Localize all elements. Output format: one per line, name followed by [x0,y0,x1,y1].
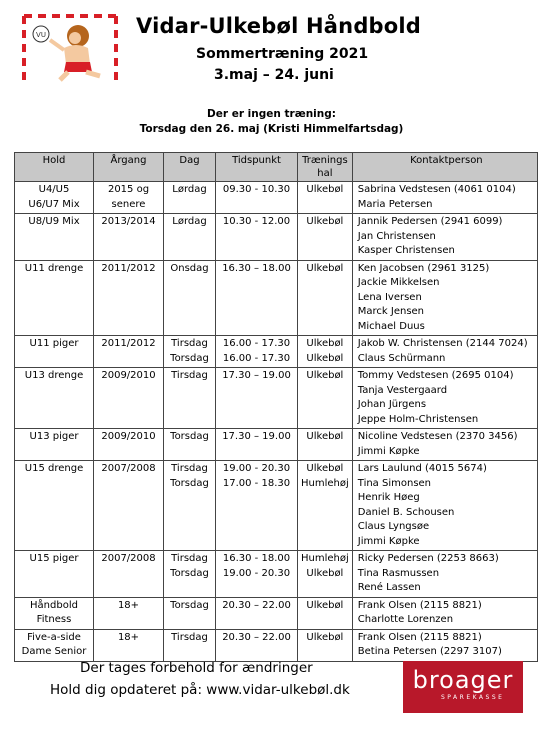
table-row [15,182,538,214]
cell-dag-line: Tirsdag [171,631,208,643]
cell-argang-line: 2009/2010 [101,370,156,381]
cell-hold-line: U15 piger [29,553,79,564]
cell-kontaktperson [352,182,537,214]
header-traeningshal [298,153,353,182]
cell-hold [15,336,94,368]
cell-traeningshal-line: Ulkebøl [306,216,344,227]
cell-tidspunkt-line: 16.00 - 17.30 [222,352,291,364]
cell-tidspunkt-line: 10.30 - 12.00 [222,216,291,227]
cell-tidspunkt-line: 16.30 - 18.00 [222,553,291,564]
cell-argang [94,260,164,336]
cell-hold-line: U13 piger [29,431,79,442]
cell-kontaktperson-line: Jimmi Køpke [357,445,420,457]
cell-kontaktperson [352,597,537,629]
cell-kontaktperson-line: Jimmi Køpke [357,535,420,547]
cell-tidspunkt [216,368,298,429]
cell-kontaktperson-line: Henrik Høeg [357,492,420,503]
cell-dag-line: Onsdag [170,262,209,274]
date-range: 3.maj – 24. juni [214,67,334,83]
sponsor-sub: SPAREKASSE [441,694,505,701]
cell-argang [94,182,164,214]
cell-dag-line: Tirsdag [171,370,208,381]
cell-dag-line: Lørdag [172,216,207,227]
header-dag: Dag [164,153,216,182]
header-hal-line2: hal [317,168,333,179]
cell-kontaktperson-line: Nicoline Vedstesen (2370 3456) [357,431,518,442]
cell-traeningshal [298,260,353,336]
cell-hold [15,368,94,429]
cell-kontaktperson-line: Marck Jensen [357,306,425,317]
table-row [15,629,538,661]
cell-kontaktperson-line: Jannik Pedersen (2941 6099) [357,216,503,227]
cell-hold [15,597,94,629]
logo-ball-text: VU [36,31,46,39]
cell-kontaktperson-line: Claus Schürmann [357,352,446,364]
cell-dag [164,597,216,629]
cell-argang [94,551,164,598]
cell-tidspunkt [216,214,298,261]
table-header-row [15,153,538,182]
cell-dag-line: Tirsdag [171,463,208,474]
cell-argang [94,214,164,261]
cell-kontaktperson [352,429,537,461]
cell-kontaktperson-line: Betina Petersen (2297 3107) [357,646,502,657]
cell-kontaktperson [352,214,537,261]
cell-dag-line: Torsdag [170,567,209,579]
cell-tidspunkt [216,429,298,461]
cell-tidspunkt [216,551,298,598]
cell-tidspunkt-line: 16.30 – 18.00 [222,262,291,274]
cell-kontaktperson [352,461,537,551]
cell-argang-line: senere [111,198,146,210]
cell-traeningshal [298,551,353,598]
cell-dag-line: Lørdag [172,184,207,195]
cell-kontaktperson-line: Daniel B. Schousen [357,506,455,518]
cell-traeningshal-line: Ulkebøl [306,463,344,474]
table-row [15,336,538,368]
cell-kontaktperson-line: Tommy Vedstesen (2695 0104) [357,370,514,381]
header-hold: Hold [15,153,94,182]
cell-kontaktperson-line: Frank Olsen (2115 8821) [357,631,482,643]
cell-tidspunkt [216,336,298,368]
cell-hold [15,551,94,598]
cell-kontaktperson-line: Ricky Pedersen (2253 8663) [357,553,499,564]
cell-argang-line: 18+ [117,599,140,611]
cell-kontaktperson-line: Tanja Vestergaard [357,384,448,396]
cell-traeningshal-line: Ulkebøl [306,631,344,643]
cell-kontaktperson [352,336,537,368]
cell-argang [94,461,164,551]
cell-traeningshal [298,214,353,261]
cell-dag [164,461,216,551]
cell-argang [94,336,164,368]
cell-hold [15,429,94,461]
cell-traeningshal-line: Ulkebøl [306,338,344,349]
cell-kontaktperson [352,368,537,429]
cell-hold-line: U15 drenge [24,463,84,474]
cell-traeningshal [298,336,353,368]
cell-traeningshal [298,461,353,551]
cell-hold-line: U6/U7 Mix [28,198,80,210]
cell-kontaktperson-line: Jeppe Holm-Christensen [357,413,479,425]
cell-hold [15,461,94,551]
cell-tidspunkt-line: 16.00 - 17.30 [222,338,291,349]
cell-dag-line: Torsdag [170,599,209,611]
cell-kontaktperson [352,260,537,336]
cell-traeningshal [298,597,353,629]
header-kontaktperson: Kontaktperson [352,153,537,182]
cell-hold-line: Five-a-side [27,631,81,643]
cell-tidspunkt-line: 19.00 - 20.30 [222,567,291,579]
cell-tidspunkt [216,260,298,336]
cell-dag-line: Torsdag [170,352,209,364]
cell-argang-line: 2011/2012 [101,338,156,349]
cell-kontaktperson-line: Tina Rasmussen [357,567,440,579]
cell-argang-line: 2015 og [107,184,150,195]
schedule-table [14,152,538,662]
cell-tidspunkt-line: 09.30 - 10.30 [222,184,291,195]
cell-traeningshal-line: Ulkebøl [306,262,344,274]
cell-kontaktperson-line: Jakob W. Christensen (2144 7024) [357,338,528,349]
cell-kontaktperson-line: Johan Jürgens [357,399,427,410]
table-row [15,368,538,429]
cell-tidspunkt-line: 17.30 – 19.00 [222,431,291,442]
cell-kontaktperson-line: Michael Duus [357,320,425,332]
cell-kontaktperson-line: Maria Petersen [357,198,433,210]
cell-dag [164,260,216,336]
cell-argang-line: 2007/2008 [101,463,156,474]
cell-hold [15,629,94,661]
cell-hold [15,182,94,214]
cell-kontaktperson-line: Charlotte Lorenzen [357,614,454,625]
footer-disclaimer: Der tages forbehold for ændringer [80,660,313,676]
cell-tidspunkt-line: 20.30 – 22.00 [222,599,291,611]
cell-argang-line: 2013/2014 [101,216,156,227]
header-tidspunkt: Tidspunkt [216,153,298,182]
page-header [0,0,543,90]
cell-kontaktperson-line: Jan Christensen [357,230,436,242]
cell-kontaktperson-line: Sabrina Vedstesen (4061 0104) [357,184,516,195]
cell-kontaktperson-line: Ken Jacobsen (2961 3125) [357,262,490,274]
page-title: Vidar-Ulkebøl Håndbold [136,14,422,38]
cell-hold-line: Håndbold [30,599,78,611]
cell-hold-line: U4/U5 [38,184,70,195]
sponsor-name: broager [412,666,514,694]
cell-argang-line: 2011/2012 [101,262,156,274]
cell-traeningshal-line: Ulkebøl [306,431,344,442]
no-training-date: Torsdag den 26. maj (Kristi Himmelfartsdag) [139,123,404,135]
cell-argang [94,429,164,461]
cell-argang-line: 2007/2008 [101,553,156,564]
cell-hold-line: Dame Senior [21,646,87,657]
cell-dag-line: Tirsdag [171,338,208,349]
cell-tidspunkt [216,629,298,661]
cell-argang-line: 18+ [117,631,140,643]
table-row [15,551,538,598]
cell-tidspunkt-line: 17.00 - 18.30 [222,477,291,489]
cell-kontaktperson-line: Kasper Christensen [357,245,455,256]
cell-kontaktperson-line: Claus Lyngsøe [357,521,430,532]
cell-dag [164,368,216,429]
cell-tidspunkt-line: 19.00 - 20.30 [222,463,291,474]
schedule-body [15,182,538,662]
cell-kontaktperson-line: Lena Iversen [357,291,422,303]
cell-hold-line: U13 drenge [24,370,84,381]
cell-traeningshal-line: Ulkebøl [306,599,344,611]
sponsor-logo [403,661,523,713]
header-hal-line1: Trænings [302,155,348,166]
cell-kontaktperson-line: Lars Laulund (4015 5674) [357,463,487,474]
cell-traeningshal-line: Humlehøj [301,477,349,489]
table-row [15,461,538,551]
no-training-heading: Der er ingen træning: [207,108,336,120]
cell-kontaktperson-line: Frank Olsen (2115 8821) [357,599,482,611]
cell-traeningshal [298,182,353,214]
cell-hold [15,214,94,261]
cell-hold-line: U8/U9 Mix [28,216,80,227]
cell-hold-line: Fitness [36,614,72,625]
cell-dag [164,214,216,261]
table-row [15,429,538,461]
cell-dag [164,551,216,598]
cell-tidspunkt [216,182,298,214]
cell-tidspunkt [216,597,298,629]
header-argang: Årgang [94,153,164,182]
cell-dag-line: Torsdag [170,477,209,489]
cell-kontaktperson [352,551,537,598]
cell-hold-line: U11 piger [29,338,79,349]
cell-argang [94,368,164,429]
cell-argang [94,597,164,629]
cell-dag [164,629,216,661]
cell-kontaktperson-line: Jackie Mikkelsen [357,277,440,288]
cell-hold-line: U11 drenge [24,262,84,274]
cell-dag [164,429,216,461]
cell-traeningshal-line: Ulkebøl [306,184,344,195]
cell-tidspunkt [216,461,298,551]
footer-website: Hold dig opdateret på: www.vidar-ulkebøl.dk [50,682,350,698]
cell-dag [164,182,216,214]
cell-traeningshal-line: Ulkebøl [306,370,344,381]
table-row [15,597,538,629]
cell-traeningshal-line: Humlehøj [301,553,349,564]
cell-argang-line: 2009/2010 [101,431,156,442]
cell-traeningshal [298,429,353,461]
cell-traeningshal-line: Ulkebøl [306,352,344,364]
cell-hold [15,260,94,336]
cell-kontaktperson-line: René Lassen [357,582,421,593]
cell-dag-line: Tirsdag [171,553,208,564]
club-logo-goal-icon [20,12,120,84]
cell-traeningshal [298,368,353,429]
cell-argang [94,629,164,661]
cell-traeningshal-line: Ulkebøl [306,567,344,579]
cell-tidspunkt-line: 20.30 – 22.00 [222,631,291,643]
cell-traeningshal [298,629,353,661]
page-subtitle: Sommertræning 2021 [196,46,369,62]
table-row [15,214,538,261]
cell-dag-line: Torsdag [170,431,209,442]
cell-kontaktperson-line: Tina Simonsen [357,477,432,489]
cell-kontaktperson [352,629,537,661]
cell-tidspunkt-line: 17.30 – 19.00 [222,370,291,381]
table-row [15,260,538,336]
cell-dag [164,336,216,368]
